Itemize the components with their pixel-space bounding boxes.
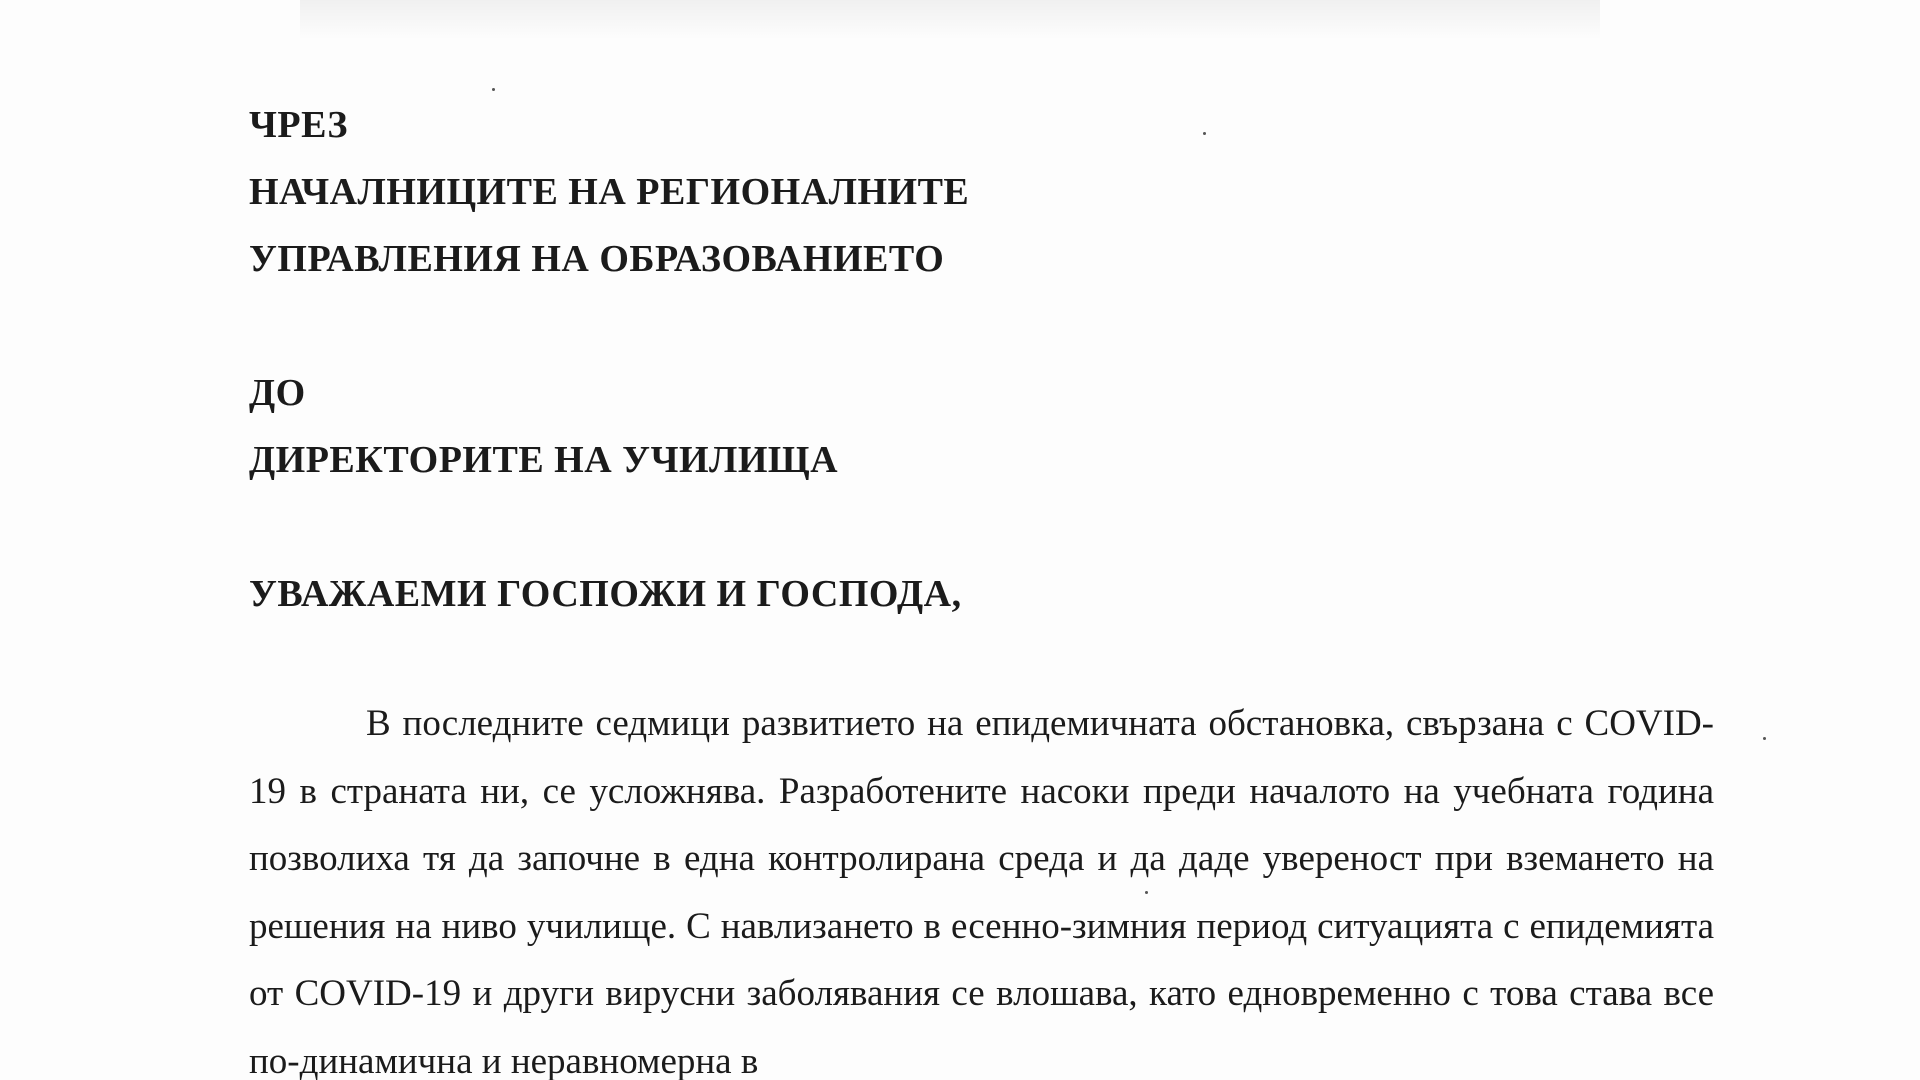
scan-ghosting xyxy=(300,0,1600,40)
via-recipient-line-1: НАЧАЛНИЦИТЕ НА РЕГИОНАЛНИТЕ xyxy=(249,171,970,213)
via-recipient-line-2: УПРАВЛЕНИЯ НА ОБРАЗОВАНИЕТО xyxy=(249,238,945,280)
to-recipient: ДИРЕКТОРИТЕ НА УЧИЛИЩА xyxy=(249,439,839,481)
address-block xyxy=(249,92,1549,628)
scan-speck xyxy=(492,88,495,91)
scan-speck xyxy=(1763,737,1766,740)
salutation: УВАЖАЕМИ ГОСПОЖИ И ГОСПОДА, xyxy=(249,573,962,615)
letter-body xyxy=(249,690,1714,1080)
to-label: ДО xyxy=(249,372,306,414)
via-label: ЧРЕЗ xyxy=(249,104,348,146)
spacer xyxy=(249,494,1549,561)
body-paragraph: В последните седмици развитието на епидемичната обстановка, свързана с COVID-19 в страната ни, се усложнява. Разработените насоки преди началото на учебната година позволиха тя да започне в една контролирана среда и да даде увереност при вземането на решения на ниво училище. С навлизането в есенно-зимния период ситуацията с епидемията от COVID-19 и други вирусни заболявания се влошава, като едновременно с това става все по-динамична и неравномерна в xyxy=(249,703,1714,1080)
spacer xyxy=(249,293,1549,360)
